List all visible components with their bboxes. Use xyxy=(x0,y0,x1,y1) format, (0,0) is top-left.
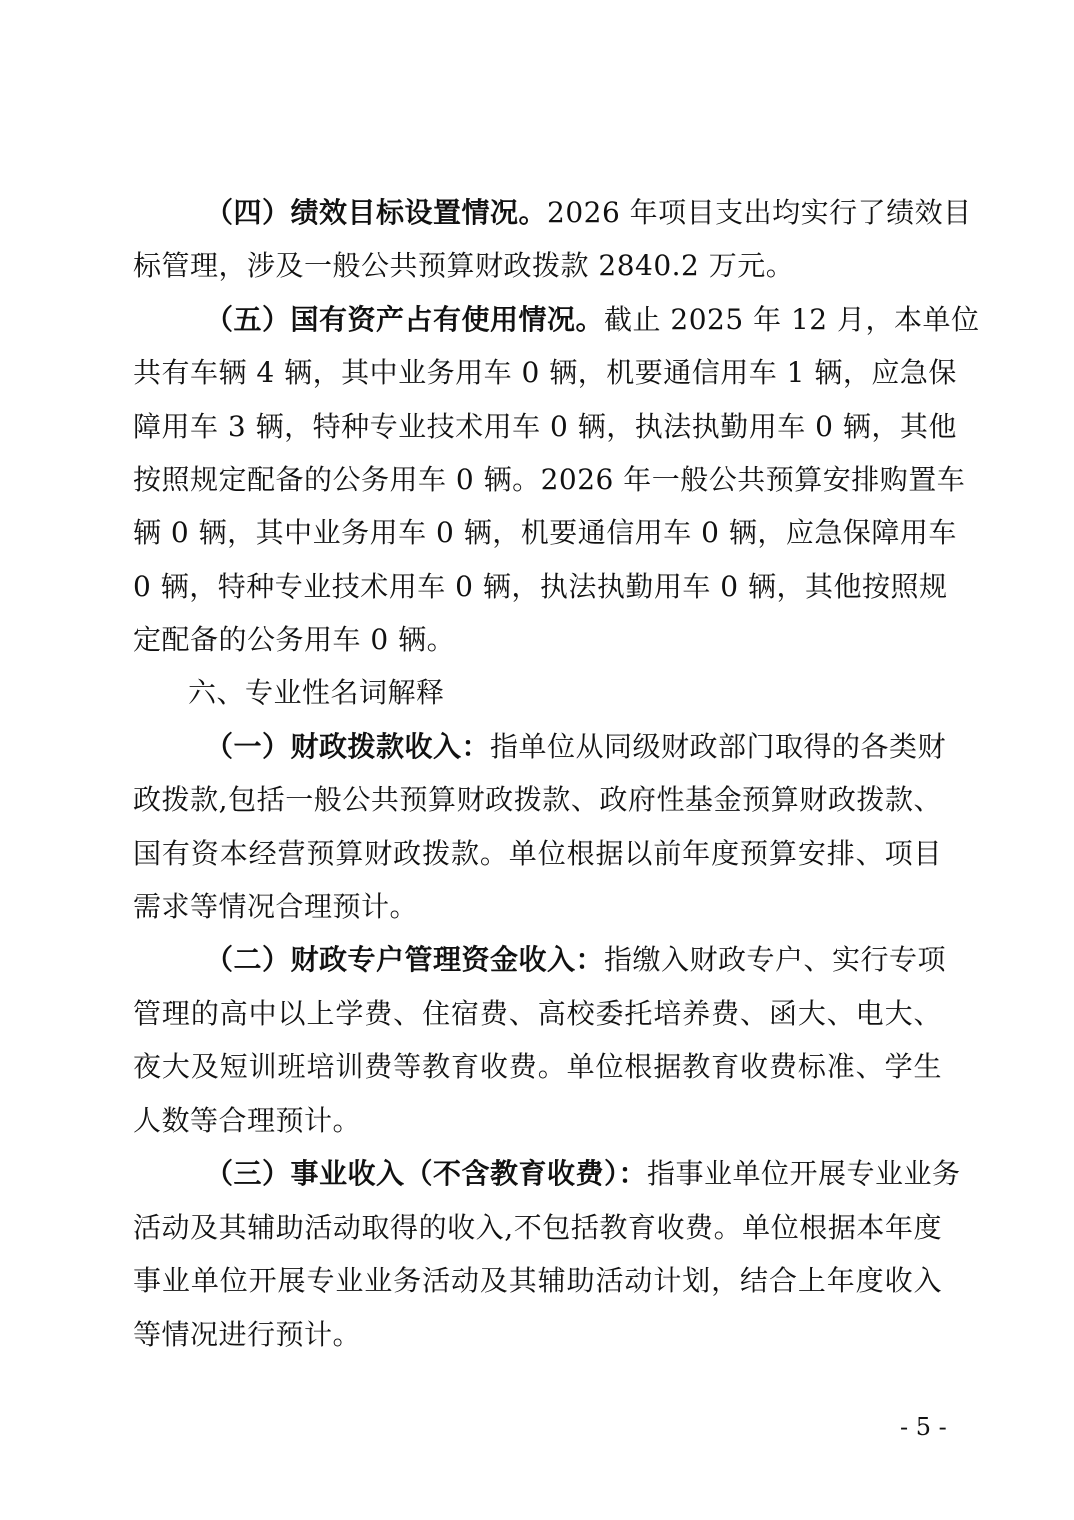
section-heading: （四）绩效目标设置情况。 xyxy=(205,196,548,229)
paragraph-line xyxy=(205,940,947,980)
paragraph-line: 按照规定配备的公务用车 0 辆。2026 年一般公共预算安排购置车 xyxy=(133,463,966,496)
section-heading: （三）事业收入（不含教育收费）： xyxy=(205,1157,648,1190)
paragraph-line: 辆 0 辆，其中业务用车 0 辆，机要通信用车 0 辆，应急保障用车 xyxy=(133,516,957,549)
paragraph-line: 定配备的公务用车 0 辆。 xyxy=(133,623,456,656)
paragraph-line: 需求等情况合理预计。 xyxy=(133,890,419,923)
paragraph-line: 活动及其辅助活动取得的收入,不包括教育收费。单位根据本年度 xyxy=(133,1211,942,1244)
page-number: - 5 - xyxy=(900,1413,947,1441)
section-heading: （五）国有资产占有使用情况。 xyxy=(205,303,605,336)
paragraph-line: 夜大及短训班培训费等教育收费。单位根据教育收费标准、学生 xyxy=(133,1050,942,1083)
paragraph-line: 标管理，涉及一般公共预算财政拨款 2840.2 万元。 xyxy=(133,249,795,282)
paragraph-line xyxy=(205,193,972,233)
line-text: 截止 2025 年 12 月，本单位 xyxy=(604,303,980,336)
chapter-heading: 六、专业性名词解释 xyxy=(188,676,445,709)
line-text: 指事业单位开展专业业务 xyxy=(647,1157,961,1190)
line-text: 指缴入财政专户、实行专项 xyxy=(604,943,947,976)
paragraph-line: 共有车辆 4 辆，其中业务用车 0 辆，机要通信用车 1 辆，应急保 xyxy=(133,356,957,389)
line-text: 2026 年项目支出均实行了绩效目 xyxy=(547,196,972,229)
paragraph-line: 国有资本经营预算财政拨款。单位根据以前年度预算安排、项目 xyxy=(133,837,942,870)
section-heading: （一）财政拨款收入： xyxy=(205,730,491,763)
section-heading: （二）财政专户管理资金收入： xyxy=(205,943,605,976)
paragraph-line: 等情况进行预计。 xyxy=(133,1318,362,1351)
paragraph-line: 事业单位开展专业业务活动及其辅助活动计划，结合上年度收入 xyxy=(133,1264,942,1297)
line-text: 指单位从同级财政部门取得的各类财 xyxy=(490,730,947,763)
paragraph-line xyxy=(205,1154,961,1194)
paragraph-line: 人数等合理预计。 xyxy=(133,1104,362,1137)
paragraph-line xyxy=(205,727,947,767)
paragraph-line: 政拨款,包括一般公共预算财政拨款、政府性基金预算财政拨款、 xyxy=(133,783,942,816)
paragraph-line: 障用车 3 辆，特种专业技术用车 0 辆，执法执勤用车 0 辆，其他 xyxy=(133,410,957,443)
paragraph-line: 0 辆，特种专业技术用车 0 辆，执法执勤用车 0 辆，其他按照规 xyxy=(133,570,948,603)
paragraph-line xyxy=(205,300,980,340)
paragraph-line: 管理的高中以上学费、住宿费、高校委托培养费、函大、电大、 xyxy=(133,997,942,1030)
